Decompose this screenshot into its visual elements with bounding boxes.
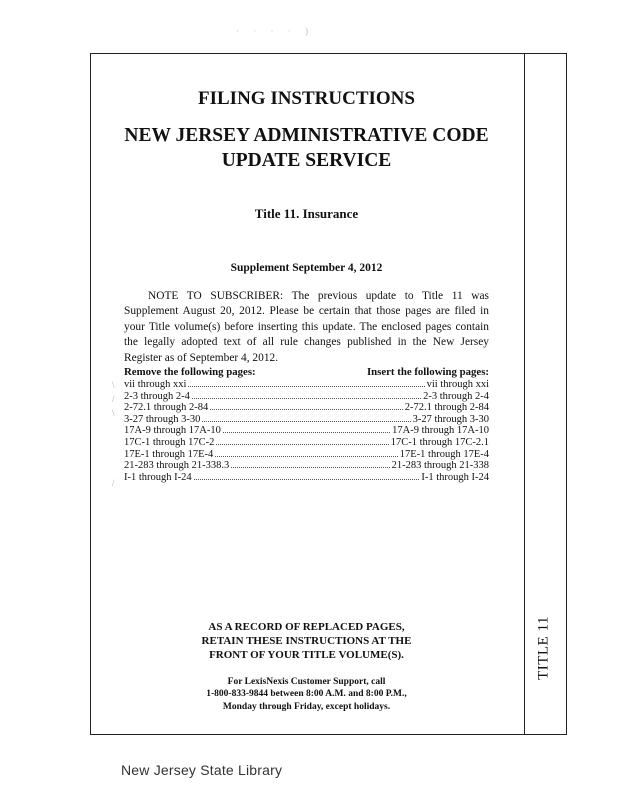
title-tab-label: TITLE 11 <box>535 616 552 680</box>
record-line: RETAIN THESE INSTRUCTIONS AT THE <box>201 635 412 647</box>
dot-leader <box>223 432 390 433</box>
margin-check-mark: / <box>112 394 115 404</box>
insert-range: 3-27 through 3-30 <box>412 413 489 425</box>
margin-check-mark: \ <box>112 408 115 418</box>
dot-leader <box>216 444 388 445</box>
remove-range: 21-283 through 21-338.3 <box>124 460 230 472</box>
library-stamp: New Jersey State Library <box>121 762 283 778</box>
insert-range: 21-283 through 21-338 <box>391 460 489 472</box>
code-update-heading <box>90 123 523 173</box>
table-row <box>124 425 489 437</box>
margin-check-mark: / <box>112 478 115 488</box>
support-line: For LexisNexis Customer Support, call <box>227 677 386 687</box>
insert-pages-header: Insert the following pages: <box>366 366 489 378</box>
remove-pages-header: Remove the following pages: <box>124 366 256 378</box>
page-replacement-table <box>124 366 489 483</box>
insert-range: 17E-1 through 17E-4 <box>399 448 489 460</box>
customer-support-info <box>90 676 523 713</box>
remove-range: 17C-1 through 17C-2 <box>124 436 215 448</box>
code-heading-line1: NEW JERSEY ADMINISTRATIVE CODE <box>124 125 489 146</box>
table-row <box>124 402 489 414</box>
insert-range: 17C-1 through 17C-2.1 <box>390 436 489 448</box>
insert-range: vii through xxi <box>426 379 489 390</box>
record-line: FRONT OF YOUR TITLE VOLUME(S). <box>209 649 404 661</box>
remove-range: 2-3 through 2-4 <box>124 390 190 402</box>
insert-range: 17A-9 through 17A-10 <box>392 425 489 437</box>
dot-leader <box>210 409 402 410</box>
table-row <box>124 449 489 461</box>
table-row <box>124 472 489 484</box>
scan-specks: · · · · ) <box>236 26 314 36</box>
record-line: AS A RECORD OF REPLACED PAGES, <box>208 621 405 633</box>
dot-leader <box>215 456 398 457</box>
support-line: 1-800-833-9844 between 8:00 A.M. and 8:00 P.M., <box>206 689 407 700</box>
dot-leader <box>188 386 424 387</box>
margin-check-mark: \ <box>112 380 115 390</box>
dot-leader <box>231 467 389 468</box>
remove-range: I-1 through I-24 <box>124 471 192 483</box>
dot-leader <box>194 479 420 480</box>
table-row <box>124 437 489 449</box>
title-name: Title 11. Insurance <box>254 206 359 221</box>
insert-range: 2-72.1 through 2-84 <box>404 402 489 414</box>
remove-range: 3-27 through 3-30 <box>124 413 201 425</box>
remove-range: vii through xxi <box>124 379 187 390</box>
insert-range: 2-3 through 2-4 <box>423 390 489 402</box>
insert-range: I-1 through I-24 <box>421 471 489 483</box>
table-row <box>124 379 489 391</box>
remove-range: 17A-9 through 17A-10 <box>124 425 221 437</box>
dot-leader <box>202 421 410 422</box>
table-row <box>124 460 489 472</box>
record-instructions <box>90 620 523 662</box>
page-table-header <box>124 366 489 379</box>
table-row <box>124 391 489 403</box>
dot-leader <box>192 398 421 399</box>
support-line: Monday through Friday, except holidays. <box>222 701 391 712</box>
filing-instructions-heading: FILING INSTRUCTIONS <box>198 88 415 109</box>
remove-range: 2-72.1 through 2-84 <box>124 402 209 414</box>
supplement-date: Supplement September 4, 2012 <box>230 262 383 274</box>
code-heading-line2: UPDATE SERVICE <box>221 150 392 171</box>
remove-range: 17E-1 through 17E-4 <box>124 448 214 460</box>
note-to-subscriber: NOTE TO SUBSCRIBER: The previous update to Title 11 was Supplement August 20, 2012. Please be certain that those pages are filed in your Title volume(s) before inserting this update. The enclosed pages contain the legally adopted text of all rule changes published in the New Jersey Register as of September 4, 2012. <box>124 290 489 364</box>
table-row <box>124 414 489 426</box>
